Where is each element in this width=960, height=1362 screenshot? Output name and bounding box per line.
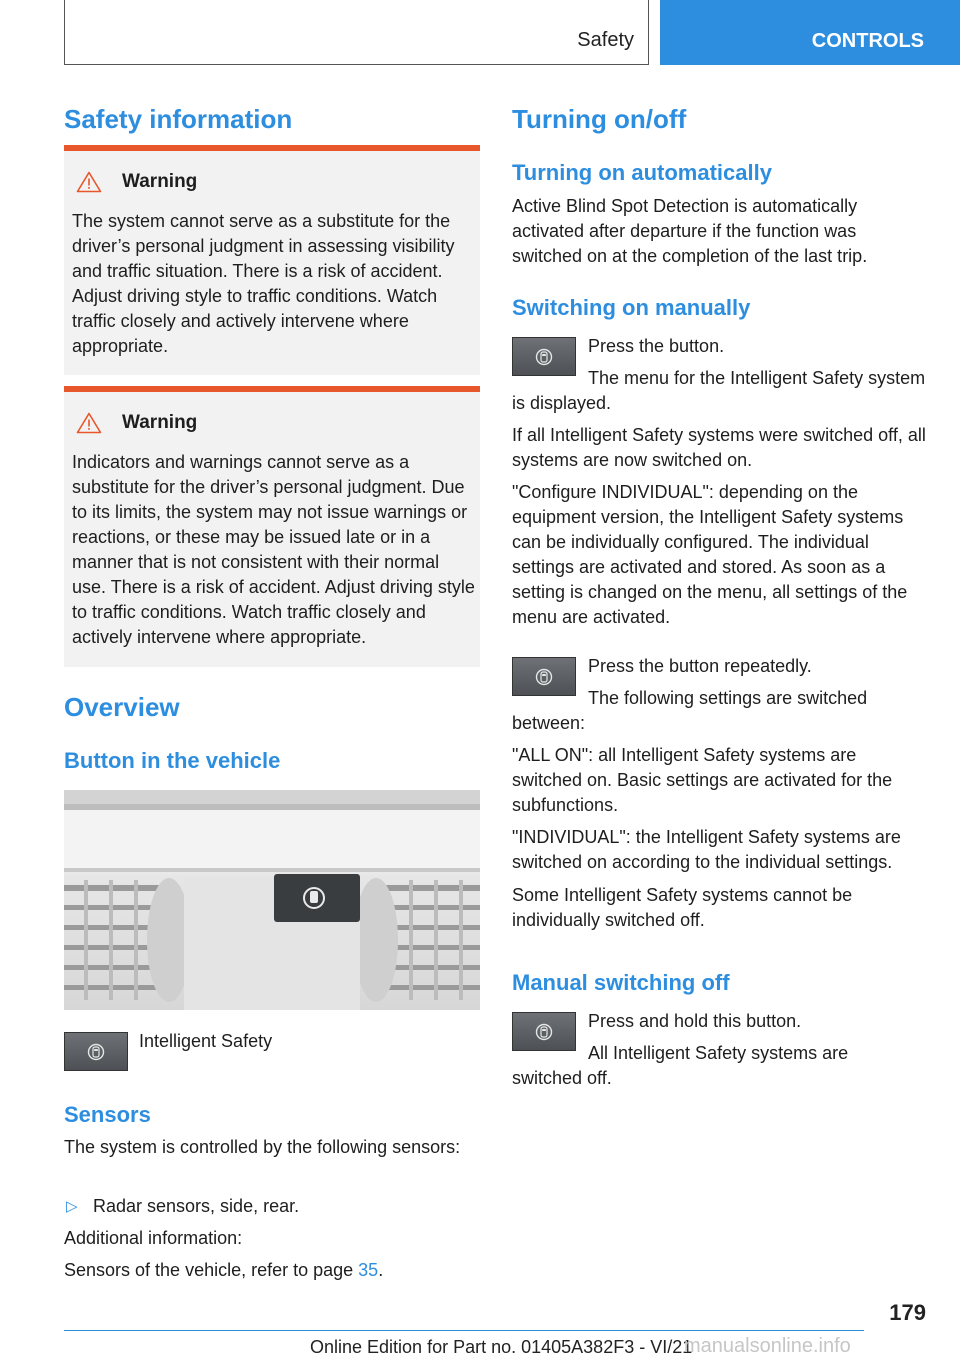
repeat-press-result: The following settings are switched between: bbox=[512, 688, 868, 733]
sensor-bullet: Radar sensors, side, rear. bbox=[93, 1196, 300, 1216]
individual-setting: "INDIVIDUAL": the Intelligent Safety systems are switched on according to the individual settings. bbox=[512, 827, 901, 872]
overview-heading: Overview bbox=[64, 692, 180, 722]
intelligent-safety-button-image bbox=[64, 1032, 128, 1071]
intelligent-safety-icon bbox=[535, 348, 553, 366]
intelligent-safety-icon bbox=[535, 1023, 553, 1041]
reference-text: Sensors of the vehicle, refer to page bbox=[64, 1260, 359, 1280]
page-number: 179 bbox=[889, 1300, 926, 1325]
intelligent-safety-icon bbox=[535, 668, 553, 686]
additional-info-label: Additional information: bbox=[64, 1228, 243, 1248]
footer-watermark: manualsonline.info bbox=[684, 1335, 851, 1357]
button-in-vehicle-subheading: Button in the vehicle bbox=[64, 748, 281, 773]
intelligent-safety-icon bbox=[87, 1043, 105, 1061]
header-section-label: Safety bbox=[577, 29, 634, 51]
safety-information-heading: Safety information bbox=[64, 104, 293, 134]
switching-on-manually-heading: Switching on manually bbox=[512, 295, 751, 320]
warning-title: Warning bbox=[122, 412, 198, 433]
switch-on-paragraph-1: If all Intelligent Safety systems were switched off, all systems are now switched on. bbox=[512, 425, 926, 470]
reference-end: . bbox=[378, 1260, 384, 1280]
repeat-press-step: Press the button repeatedly. bbox=[588, 656, 812, 676]
switch-on-result: The menu for the Intelligent Safety system is displayed. bbox=[512, 368, 926, 413]
dashboard-illustration bbox=[64, 790, 480, 1010]
switch-on-step: Press the button. bbox=[588, 336, 725, 356]
sensors-intro: The system is controlled by the following sensors: bbox=[64, 1137, 461, 1157]
header-section-tab bbox=[64, 0, 649, 65]
manual-switching-off-heading: Manual switching off bbox=[512, 970, 730, 995]
vehicle-dashboard-photo bbox=[64, 790, 480, 1010]
warning-box-1 bbox=[64, 145, 480, 375]
page-reference-link[interactable]: 35 bbox=[358, 1260, 379, 1280]
all-on-setting: "ALL ON": all Intelligent Safety systems are switched on. Basic settings are activated for the subfunctions. bbox=[512, 745, 893, 815]
header-chapter-tab bbox=[660, 0, 960, 65]
turning-on-off-heading: Turning on/off bbox=[512, 104, 687, 134]
footer-edition: Online Edition for Part no. 01405A382F3 - VI/21 bbox=[310, 1337, 693, 1357]
turning-on-automatically-text: Active Blind Spot Detection is automatically activated after departure if the function was switched on at the completion of the last trip. bbox=[512, 196, 868, 266]
warning-triangle-icon bbox=[76, 171, 102, 193]
bullet-triangle-icon: ▷ bbox=[66, 1198, 78, 1215]
warning-title: Warning bbox=[122, 171, 198, 192]
cannot-switch-off-note: Some Intelligent Safety systems cannot be individually switched off. bbox=[512, 885, 853, 930]
switch-off-result: All Intelligent Safety systems are switched off. bbox=[512, 1043, 849, 1088]
warning-triangle-icon bbox=[76, 412, 102, 434]
footer-divider bbox=[64, 1330, 864, 1331]
warning-box-2 bbox=[64, 386, 480, 667]
warning-text: Indicators and warnings cannot serve as a substitute for the driver’s personal judgment. Due to its limits, the system may not issue warnings or reactions, or these may be issued late or in a manner that is not consistent with their normal use. There is a risk of accident. Adjust driving style to traffic conditions. Watch traffic closely and actively intervene where appropriate. bbox=[72, 452, 475, 647]
switch-off-step: Press and hold this button. bbox=[588, 1011, 802, 1031]
turning-on-automatically-heading: Turning on automatically bbox=[512, 160, 772, 185]
switch-on-paragraph-2: "Configure INDIVIDUAL": depending on the equipment version, the Intelligent Safety systems can be individually configured. The individual settings are activated and stored. As soon as a setting is changed on the menu, all settings of the menu are activated. bbox=[512, 482, 908, 627]
warning-header bbox=[76, 411, 197, 435]
button-caption: Intelligent Safety bbox=[139, 1031, 273, 1051]
sensors-heading: Sensors bbox=[64, 1102, 151, 1127]
header-chapter-label: CONTROLS bbox=[811, 30, 924, 52]
warning-header bbox=[76, 170, 197, 194]
sensors-page-reference bbox=[64, 1258, 470, 1283]
warning-text: The system cannot serve as a substitute for the driver’s personal judgment in assessing visibility and traffic situation. There is a risk of accident. Adjust driving style to traffic conditions. Watch traffic closely and actively intervene where appropriate. bbox=[72, 211, 455, 356]
